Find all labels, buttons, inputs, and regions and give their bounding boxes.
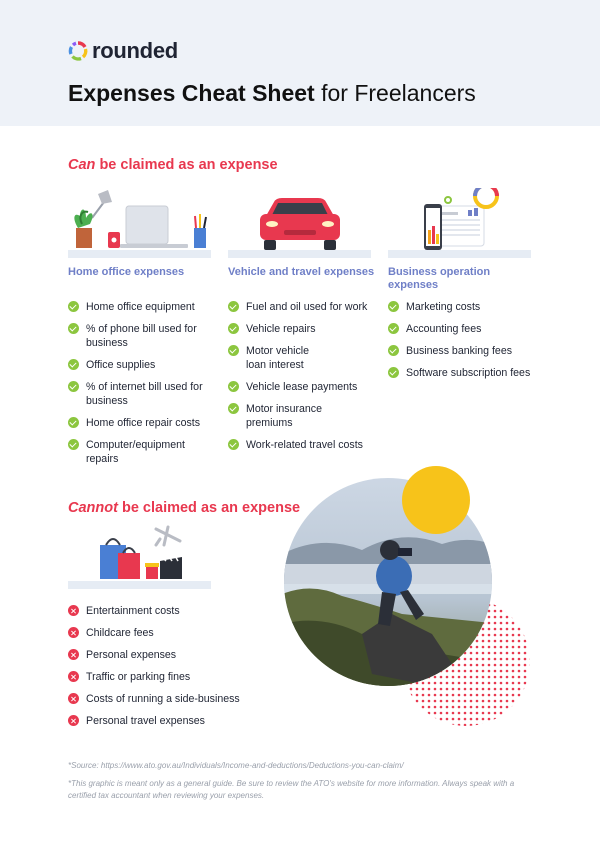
check-icon	[388, 323, 399, 334]
cannot-heading-rest: be claimed as an expense	[121, 500, 301, 516]
check-icon	[68, 439, 79, 450]
check-icon	[228, 301, 239, 312]
footer-note: *This graphic is meant only as a general guide. Be sure to review the ATO's website for more information. Always speak with a certified tax accountant when reviewing your expenses.	[68, 779, 515, 800]
photographer-image	[282, 464, 534, 732]
check-icon	[68, 417, 79, 428]
cross-icon	[68, 627, 79, 638]
column-title: Business operation expenses	[388, 266, 491, 291]
page-title-rest: for Freelancers	[321, 80, 476, 106]
can-section-heading	[68, 157, 278, 173]
desk-laptop-plant-icon	[68, 188, 211, 258]
shopping-illustration	[68, 523, 211, 589]
list-item: Office supplies	[68, 358, 220, 372]
shelf	[388, 250, 531, 258]
cannot-list	[68, 604, 268, 736]
list-item: Traffic or parking fines	[68, 670, 268, 684]
column-home-office	[68, 188, 220, 474]
can-heading-em: Can	[68, 157, 96, 173]
list-item: Motor vehicle loan interest	[228, 344, 380, 372]
list-item: Personal travel expenses	[68, 714, 268, 728]
list-item: Software subscription fees	[388, 366, 540, 380]
list-item: Accounting fees	[388, 322, 540, 336]
shelf	[68, 250, 211, 258]
list-item: Home office repair costs	[68, 416, 220, 430]
header-band	[0, 0, 600, 126]
vehicle-list	[228, 300, 380, 452]
cannot-heading-em: Cannot	[68, 500, 118, 516]
check-icon	[228, 381, 239, 392]
can-heading-rest: be claimed as an expense	[99, 157, 278, 173]
red-car-icon	[228, 188, 371, 258]
check-icon	[68, 359, 79, 370]
home-office-illustration	[68, 188, 211, 258]
check-icon	[68, 323, 79, 334]
photographer-photo	[282, 464, 534, 732]
check-icon	[388, 345, 399, 356]
list-item: Fuel and oil used for work	[228, 300, 380, 314]
shelf	[228, 250, 371, 258]
list-item: Work-related travel costs	[228, 438, 380, 452]
check-icon	[388, 301, 399, 312]
list-item: Personal expenses	[68, 648, 268, 662]
list-item: Business banking fees	[388, 344, 540, 358]
footer-source: *Source: https://www.ato.gov.au/Individuals/Income-and-deductions/Deductions-you-can-claim/	[68, 761, 404, 770]
cross-icon	[68, 671, 79, 682]
check-icon	[228, 323, 239, 334]
list-item: Motor insurance premiums	[228, 402, 380, 430]
brand-logo-icon	[68, 41, 88, 61]
list-item: Childcare fees	[68, 626, 268, 640]
business-list	[388, 300, 540, 380]
home-office-list	[68, 300, 220, 466]
cross-icon	[68, 605, 79, 616]
list-item: Entertainment costs	[68, 604, 268, 618]
check-icon	[68, 381, 79, 392]
check-icon	[388, 367, 399, 378]
cannot-section-heading	[68, 500, 300, 516]
list-item: Costs of running a side-business	[68, 692, 268, 706]
cross-icon	[68, 693, 79, 704]
cross-icon	[68, 649, 79, 660]
page-title-bold: Expenses Cheat Sheet	[68, 80, 315, 106]
shopping-bags-plane-icon	[68, 523, 211, 589]
list-item: Computer/equipment repairs	[68, 438, 220, 466]
column-business-operation	[388, 188, 540, 388]
check-icon	[228, 403, 239, 414]
list-item: % of phone bill used for business	[68, 322, 220, 350]
brand-name: rounded	[92, 38, 178, 63]
brand-logo[interactable]	[68, 38, 178, 64]
list-item: Vehicle lease payments	[228, 380, 380, 394]
check-icon	[228, 439, 239, 450]
cross-icon	[68, 715, 79, 726]
dashboard-phone-icon	[388, 188, 531, 258]
check-icon	[68, 301, 79, 312]
column-title: Home office expenses	[68, 266, 185, 278]
column-title: Vehicle and travel expenses	[228, 266, 375, 278]
column-vehicle-travel	[228, 188, 380, 460]
business-illustration	[388, 188, 531, 258]
page-title	[68, 80, 476, 107]
list-item: Vehicle repairs	[228, 322, 380, 336]
list-item: Marketing costs	[388, 300, 540, 314]
list-item: % of internet bill used for business	[68, 380, 220, 408]
list-item: Home office equipment	[68, 300, 220, 314]
vehicle-illustration	[228, 188, 371, 258]
yellow-circle	[402, 466, 470, 534]
check-icon	[228, 345, 239, 356]
